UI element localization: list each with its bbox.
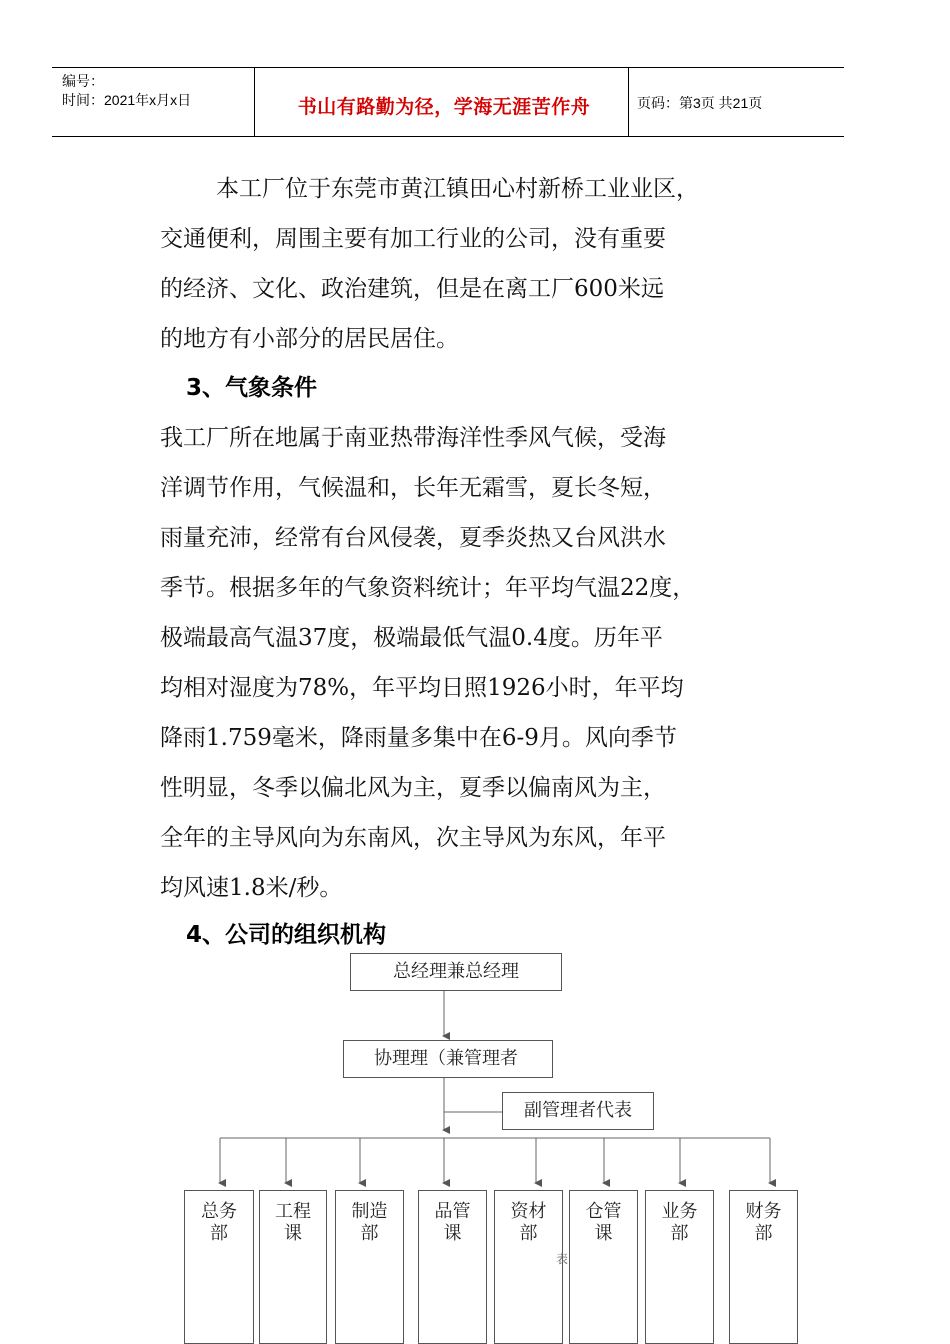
document-time-label: 时间：2021年x月x日 — [62, 92, 192, 108]
org-node-general-manager: 总经理兼总经理 — [350, 953, 562, 991]
org-dept-quality-control — [418, 1190, 487, 1344]
dept-label: 课 — [284, 1223, 302, 1244]
text-line: 极端最高气温37度，极端最低气温0.4度。历年平 — [160, 625, 663, 651]
org-dept-materials — [494, 1190, 563, 1344]
text-line: 均风速1.8米/秒。 — [160, 875, 343, 901]
text-line: 全年的主导风向为东南风，次主导风为东风，年平 — [160, 825, 666, 851]
text-line: 的经济、文化、政治建筑，但是在离工厂600米远 — [160, 276, 664, 302]
text-line: 季节。根据多年的气象资料统计；年平均气温22度， — [160, 575, 696, 601]
text-line: 性明显，冬季以偏北风为主，夏季以偏南风为主， — [160, 775, 666, 801]
dept-label: 财务 — [745, 1201, 782, 1222]
org-dept-general-affairs — [184, 1190, 254, 1344]
dept-label: 制造 — [351, 1201, 388, 1222]
org-dept-finance — [729, 1190, 798, 1344]
dept-label: 仓管 — [585, 1201, 622, 1222]
text-line: 均相对湿度为78%，年平均日照1926小时，年平均 — [160, 675, 684, 701]
dept-label: 部 — [519, 1223, 538, 1244]
document-number-label: 编号： — [62, 73, 104, 89]
org-dept-manufacturing — [335, 1190, 404, 1344]
section-heading-climate: 3、气象条件 — [186, 375, 318, 401]
stray-mark: 表 — [556, 1252, 569, 1266]
dept-label: 部 — [754, 1223, 773, 1244]
dept-label: 业务 — [661, 1201, 698, 1222]
text-line: 降雨1.759毫米，降雨量多集中在6-9月。风向季节 — [160, 725, 677, 751]
header-motto: 书山有路勤为径，学海无涯苦作舟 — [297, 96, 591, 118]
org-node-deputy-manager: 协理理（兼管理者 — [343, 1040, 553, 1078]
dept-label: 总务 — [201, 1201, 237, 1222]
org-node-management-representative: 副管理者代表 — [502, 1092, 654, 1130]
dept-label: 资材 — [510, 1201, 547, 1222]
dept-label: 工程 — [275, 1201, 311, 1222]
text-line: 雨量充沛，经常有台风侵袭，夏季炎热又台风洪水 — [160, 525, 666, 551]
text-line: 本工厂位于东莞市黄江镇田心村新桥工业业区， — [216, 176, 699, 202]
text-line: 洋调节作用，气候温和，长年无霜雪，夏长冬短， — [160, 475, 666, 501]
dept-label: 部 — [670, 1223, 689, 1244]
dept-label: 课 — [594, 1223, 613, 1244]
dept-label: 部 — [210, 1223, 228, 1244]
section-heading-organization: 4、公司的组织机构 — [186, 922, 387, 948]
dept-label: 课 — [443, 1223, 462, 1244]
org-dept-sales — [645, 1190, 714, 1344]
text-line: 交通便利，周围主要有加工行业的公司，没有重要 — [160, 226, 666, 252]
page-number-info: 页码：第3页 共21页 — [637, 95, 763, 111]
org-dept-warehouse — [569, 1190, 638, 1344]
org-dept-engineering — [259, 1190, 327, 1344]
dept-label: 品管 — [434, 1201, 471, 1222]
dept-label: 部 — [360, 1223, 379, 1244]
text-line: 的地方有小部分的居民居住。 — [160, 326, 459, 352]
text-line: 我工厂所在地属于南亚热带海洋性季风气候，受海 — [160, 425, 666, 451]
